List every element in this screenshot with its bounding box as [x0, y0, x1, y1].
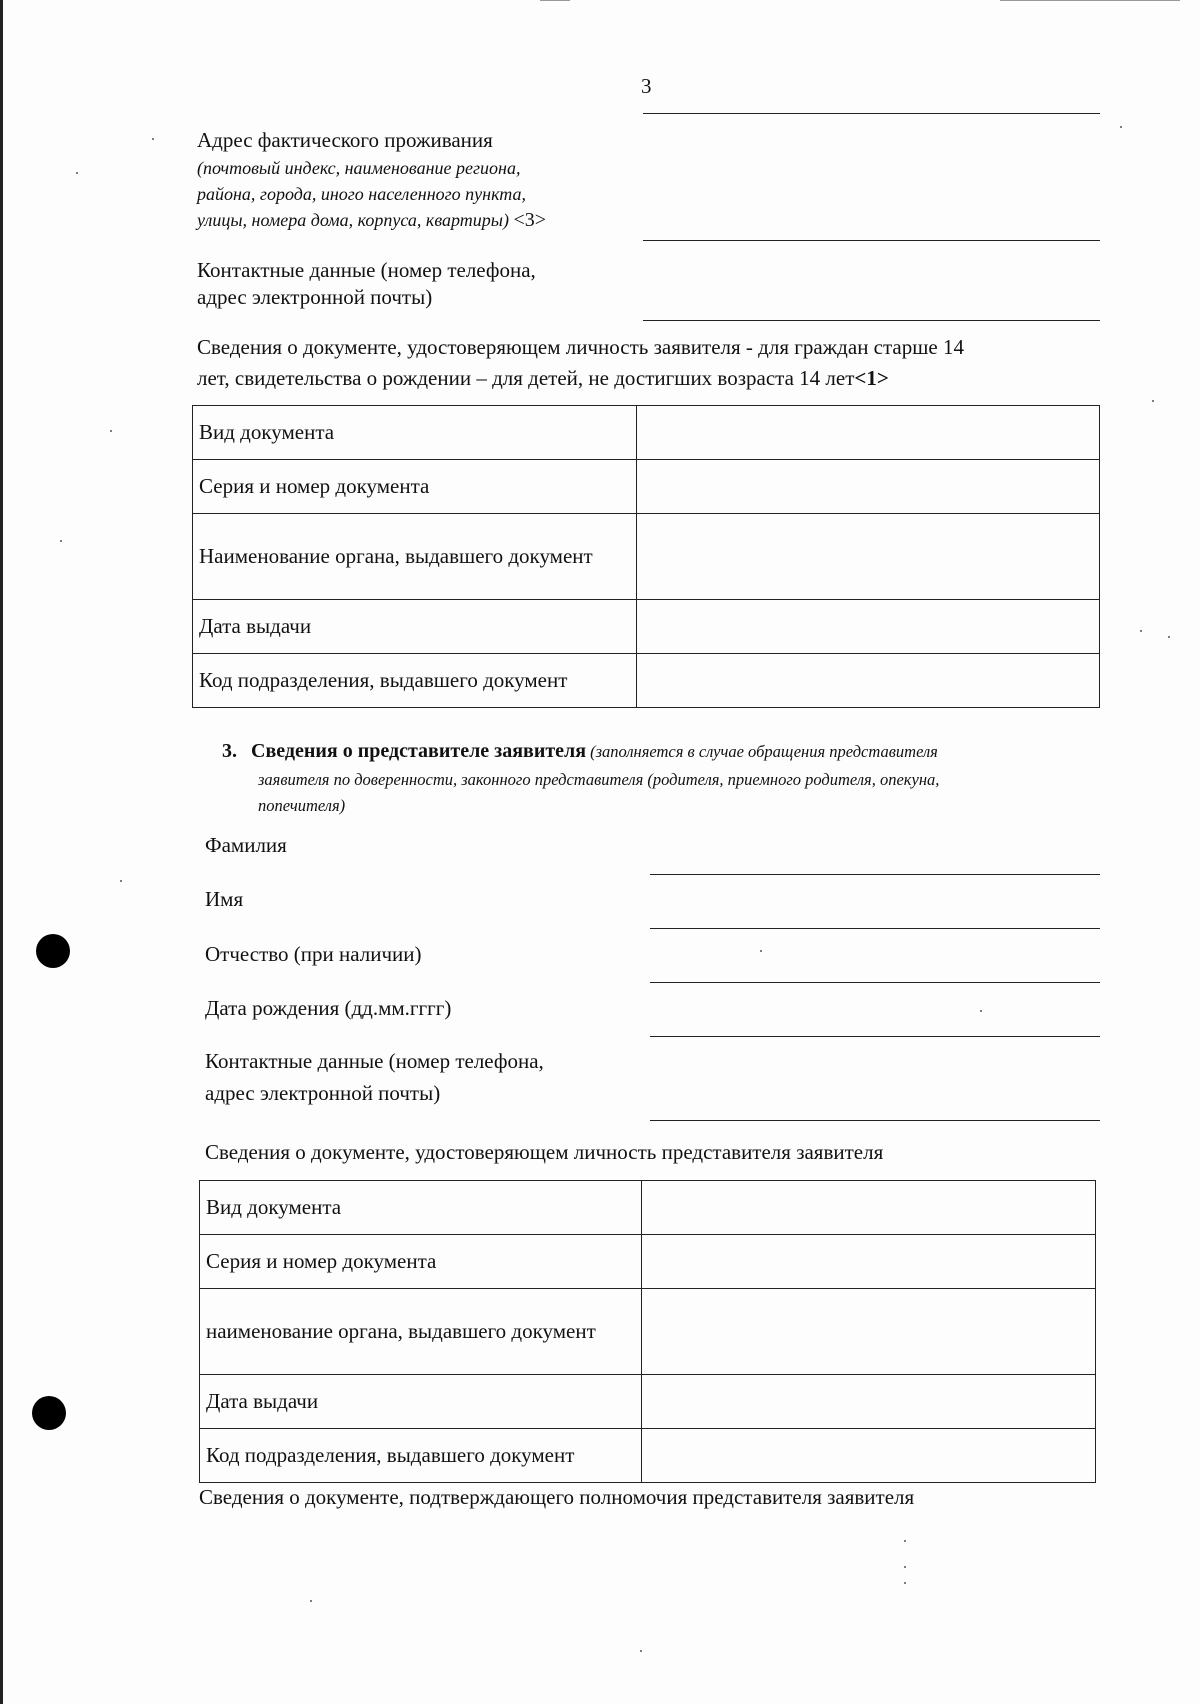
doc-row-label: Вид документа — [200, 1181, 642, 1235]
representative-identity-doc-table — [199, 1180, 1096, 1483]
doc-row-value[interactable] — [642, 1429, 1096, 1483]
scan-mark — [540, 0, 570, 1]
scan-speck — [1168, 636, 1170, 638]
page-number: 3 — [641, 74, 652, 98]
doc-row-label: Серия и номер документа — [193, 460, 637, 514]
doc-row-label: Вид документа — [193, 406, 637, 460]
doc-row-value[interactable] — [637, 460, 1100, 514]
identity-doc-intro-line: Сведения о документе, удостоверяющем личность заявителя - для граждан старше 14 — [197, 335, 964, 359]
patronymic-input-line[interactable] — [650, 982, 1100, 983]
table-row — [200, 1375, 1096, 1429]
scan-speck — [904, 1566, 906, 1568]
scan-speck — [120, 880, 122, 882]
section-number: 3. — [222, 740, 237, 762]
contacts-label-line: Контактные данные (номер телефона, — [197, 258, 536, 282]
header-rule — [643, 113, 1100, 114]
table-row — [200, 1429, 1096, 1483]
name-label: Имя — [205, 887, 244, 911]
surname-input-line[interactable] — [650, 874, 1100, 875]
scan-speck — [76, 172, 78, 174]
scan-speck — [1152, 400, 1154, 402]
doc-row-label: Дата выдачи — [193, 600, 637, 654]
doc-row-label: Дата выдачи — [200, 1375, 642, 1429]
birthdate-input-line[interactable] — [650, 1036, 1100, 1037]
section-3-heading — [222, 738, 938, 766]
address-hint-line: (почтовый индекс, наименование региона, — [197, 158, 521, 178]
scan-speck — [904, 1582, 906, 1584]
scan-page-edge — [0, 0, 3, 1704]
section-note-line: (заполняется в случае обращения представителя — [590, 742, 938, 761]
section-title: Сведения о представителе заявителя — [251, 740, 587, 762]
footnote-1: <1> — [854, 366, 889, 390]
contacts-label-line: адрес электронной почты) — [197, 285, 433, 309]
identity-doc-intro-line: лет, свидетельства о рождении – для детей, не достигших возраста 14 лет<1> — [197, 366, 889, 390]
scan-speck — [1140, 630, 1142, 632]
rep-identity-doc-intro: Сведения о документе, удостоверяющем личность представителя заявителя — [205, 1140, 884, 1164]
scan-speck — [904, 1540, 906, 1542]
scan-speck — [1120, 126, 1122, 128]
table-row — [193, 406, 1100, 460]
doc-row-value[interactable] — [642, 1289, 1096, 1375]
punch-hole — [32, 1396, 66, 1430]
doc-row-label: Код подразделения, выдавшего документ — [193, 654, 637, 708]
contacts-input-line[interactable] — [643, 320, 1100, 321]
birthdate-label: Дата рождения (дд.мм.гггг) — [205, 996, 452, 1020]
doc-row-value[interactable] — [642, 1181, 1096, 1235]
table-row — [200, 1289, 1096, 1375]
table-row — [193, 514, 1100, 600]
scan-mark — [1000, 0, 1180, 1]
scan-speck — [640, 1650, 642, 1652]
table-row — [193, 600, 1100, 654]
section-note-line: попечителя) — [258, 796, 346, 815]
table-row — [200, 1181, 1096, 1235]
doc-row-label: Код подразделения, выдавшего документ — [200, 1429, 642, 1483]
doc-row-value[interactable] — [637, 654, 1100, 708]
doc-row-label: наименование органа, выдавшего документ — [200, 1289, 642, 1375]
punch-hole — [36, 934, 70, 968]
scan-speck — [152, 138, 154, 140]
rep-contacts-label-line: Контактные данные (номер телефона, — [205, 1049, 544, 1073]
name-input-line[interactable] — [650, 928, 1100, 929]
doc-row-value[interactable] — [642, 1235, 1096, 1289]
address-hint-line: района, города, иного населенного пункта, — [197, 184, 526, 204]
surname-label: Фамилия — [205, 833, 287, 857]
authority-doc-intro: Сведения о документе, подтверждающего полномочия представителя заявителя — [199, 1485, 915, 1509]
table-row — [193, 654, 1100, 708]
scan-speck — [980, 1010, 982, 1012]
applicant-identity-doc-table — [192, 405, 1100, 708]
doc-row-value[interactable] — [637, 406, 1100, 460]
doc-row-value[interactable] — [642, 1375, 1096, 1429]
scan-speck — [110, 430, 112, 432]
rep-contacts-input-line[interactable] — [650, 1120, 1100, 1121]
scan-speck — [760, 950, 762, 952]
address-hint-line: улицы, номера дома, корпуса, квартиры) <3> — [197, 209, 547, 231]
address-input-line[interactable] — [643, 240, 1100, 241]
doc-row-value[interactable] — [637, 600, 1100, 654]
patronymic-label: Отчество (при наличии) — [205, 942, 422, 966]
scan-speck — [310, 1600, 312, 1602]
table-row — [193, 460, 1100, 514]
address-label: Адрес фактического проживания — [197, 128, 493, 152]
scan-speck — [60, 540, 62, 542]
doc-row-label: Наименование органа, выдавшего документ — [193, 514, 637, 600]
footnote-3: <3> — [513, 209, 547, 231]
doc-row-label: Серия и номер документа — [200, 1235, 642, 1289]
table-row — [200, 1235, 1096, 1289]
doc-row-value[interactable] — [637, 514, 1100, 600]
rep-contacts-label-line: адрес электронной почты) — [205, 1081, 441, 1105]
section-note-line: заявителя по доверенности, законного представителя (родителя, приемного родителя, опекуна, — [258, 770, 940, 789]
